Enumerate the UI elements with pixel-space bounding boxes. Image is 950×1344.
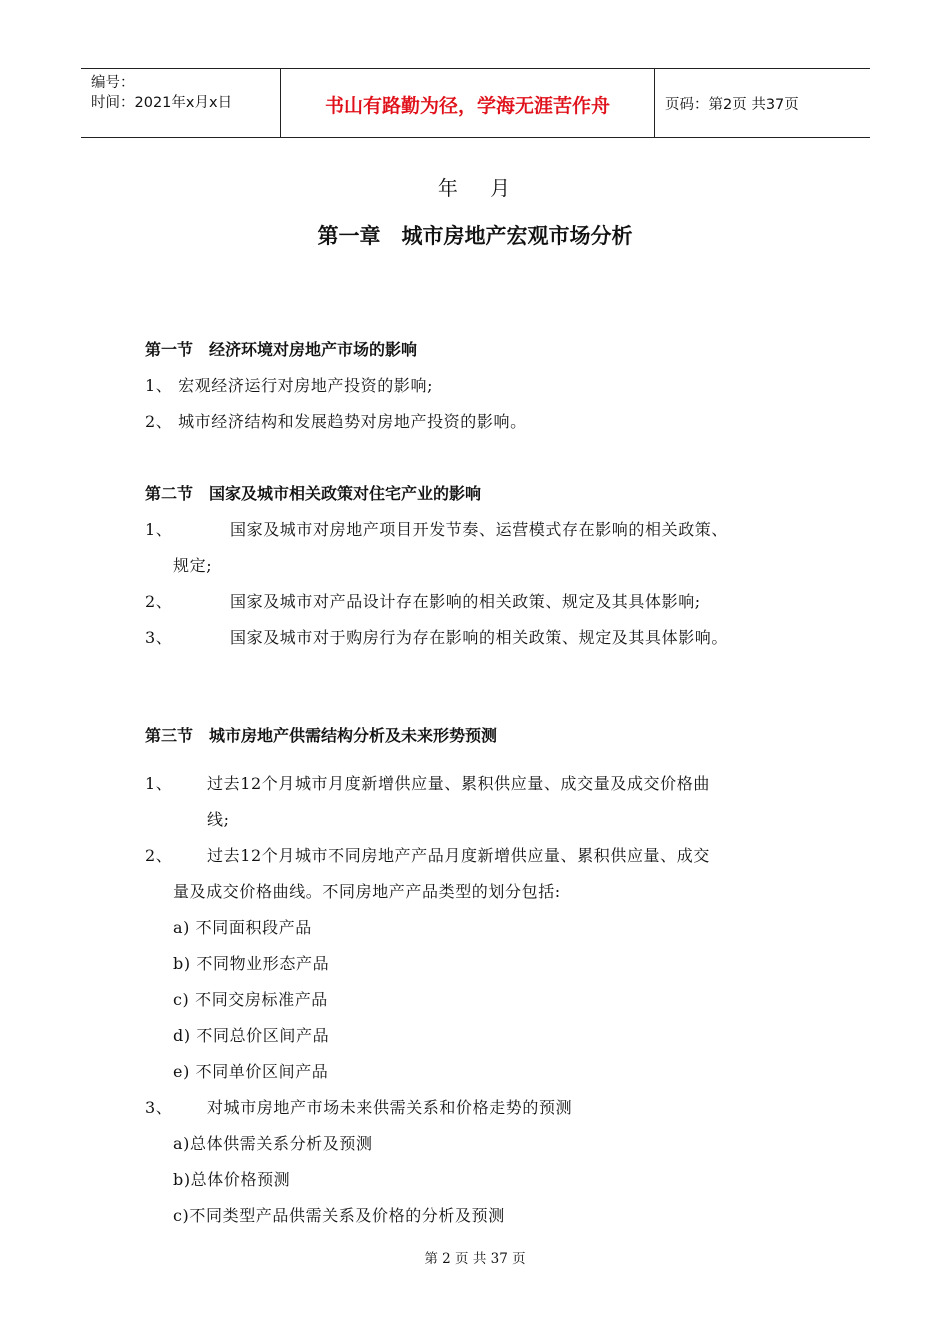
section-3-item-2-continuation: 量及成交价格曲线。不同房地产产品类型的划分包括: — [173, 882, 561, 901]
product-type-item-d: d) 不同总价区间产品 — [173, 1026, 330, 1045]
section-2-item-3-number: 3、 — [145, 628, 173, 647]
forecast-item-b: b)总体价格预测 — [173, 1170, 291, 1189]
section-2-item-3-text: 国家及城市对于购房行为存在影响的相关政策、规定及其具体影响。 — [230, 628, 729, 647]
forecast-item-c: c)不同类型产品供需关系及价格的分析及预测 — [173, 1206, 505, 1225]
section-3-title: 第三节 城市房地产供需结构分析及未来形势预测 — [145, 726, 498, 745]
header-motto-cell — [281, 69, 655, 137]
section-2-title: 第二节 国家及城市相关政策对住宅产业的影响 — [145, 484, 482, 503]
section-3-item-3-text: 对城市房地产市场未来供需关系和价格走势的预测 — [207, 1098, 573, 1117]
header-info-cell — [81, 69, 281, 137]
header-page-cell — [655, 69, 870, 137]
page-header — [81, 68, 870, 138]
section-3-item-1-number: 1、 — [145, 774, 173, 793]
forecast-item-a: a)总体供需关系分析及预测 — [173, 1134, 373, 1153]
product-type-item-e: e) 不同单价区间产品 — [173, 1062, 329, 1081]
year-month-line: 年 月 — [437, 176, 513, 200]
section-3-item-1-text: 过去12个月城市月度新增供应量、累积供应量、成交量及成交价格曲 — [207, 774, 710, 793]
section-3-item-3-number: 3、 — [145, 1098, 173, 1117]
section-1-title: 第一节 经济环境对房地产市场的影响 — [145, 340, 418, 359]
section-2-item-1-number: 1、 — [145, 520, 173, 539]
section-2-item-2-number: 2、 — [145, 592, 173, 611]
section-3-item-2-number: 2、 — [145, 846, 173, 865]
section-1-item-2: 2、 城市经济结构和发展趋势对房地产投资的影响。 — [145, 412, 527, 431]
document-number-label: 编号： — [91, 75, 135, 91]
chapter-title: 第一章 城市房地产宏观市场分析 — [317, 224, 633, 248]
section-2-item-1-continuation: 规定; — [173, 556, 213, 575]
section-1-item-1: 1、 宏观经济运行对房地产投资的影响; — [145, 376, 434, 395]
section-3-item-1-continuation: 线; — [207, 810, 230, 829]
header-motto: 书山有路勤为径，学海无涯苦作舟 — [324, 95, 610, 117]
section-3-item-2-text: 过去12个月城市不同房地产产品月度新增供应量、累积供应量、成交 — [207, 846, 710, 865]
product-type-item-a: a) 不同面积段产品 — [173, 918, 312, 937]
product-type-item-c: c) 不同交房标准产品 — [173, 990, 328, 1009]
section-2-item-2-text: 国家及城市对产品设计存在影响的相关政策、规定及其具体影响; — [230, 592, 701, 611]
page-footer: 第 2 页 共 37 页 — [424, 1251, 526, 1267]
section-2-item-1-text: 国家及城市对房地产项目开发节奏、运营模式存在影响的相关政策、 — [230, 520, 729, 539]
document-date-label: 时间：2021年x月x日 — [91, 95, 233, 111]
product-type-item-b: b) 不同物业形态产品 — [173, 954, 330, 973]
header-page-code: 页码：第2页 共37页 — [665, 97, 799, 113]
